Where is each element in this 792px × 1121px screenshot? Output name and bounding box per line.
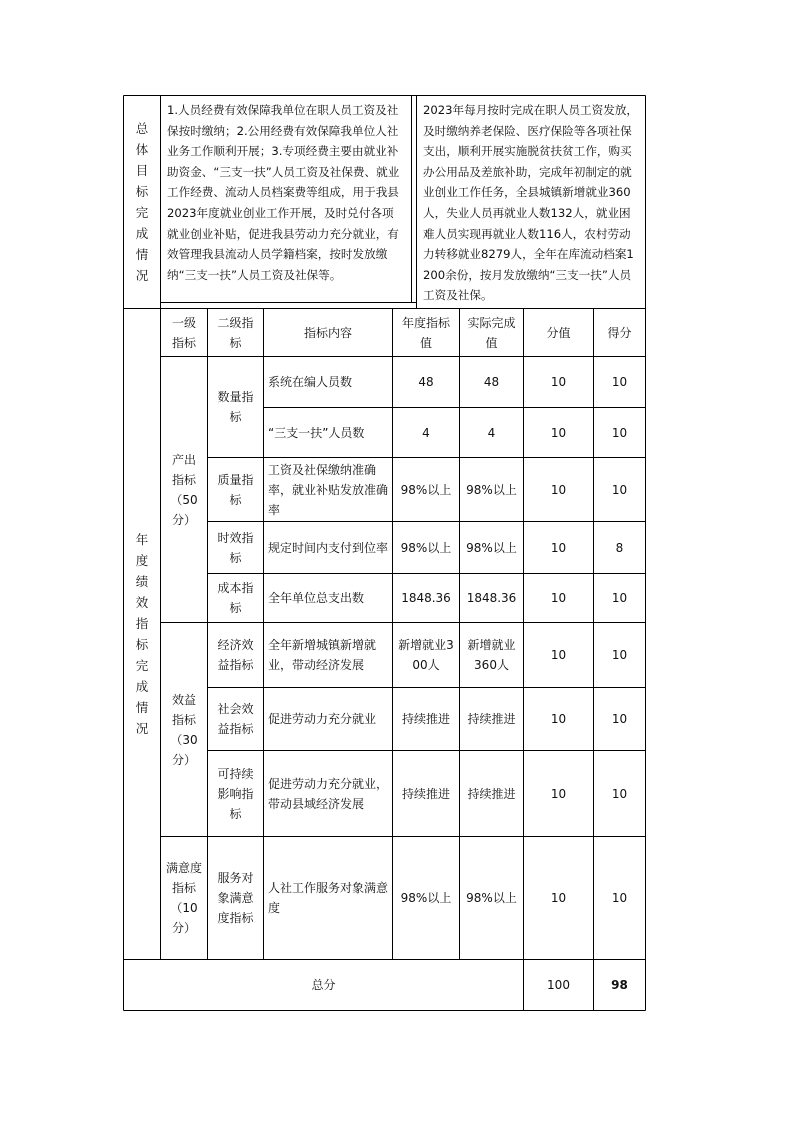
- row-8-content: [264, 837, 392, 959]
- row-3-actual-text: 98%以上: [466, 540, 517, 555]
- group-output: [161, 357, 207, 622]
- row-8-actual-text: 98%以上: [466, 891, 517, 905]
- total-got: [594, 960, 645, 1010]
- row-8-score: [524, 837, 593, 959]
- row-6-content-text: 促进劳动力充分就业: [268, 712, 377, 726]
- row-5-got-text: 10: [611, 648, 628, 662]
- row-7-got: [594, 751, 645, 836]
- row-7-score: [524, 751, 593, 836]
- header-target-text: 年度指标值: [401, 315, 450, 350]
- header-level2-text: 二级指标: [217, 315, 254, 350]
- summary-planned-text: 1.人员经费有效保障我单位在职人员工资及社保按时缴纳；2.公用经费有效保障我单位人社业务工作顺利开展；3.专项经费主要由就业补助资金、“三支一扶”人员工资及社保费、就业工作经费、流动人员档案费等组成，用于我县2023年度就业创业工作开展，及时兑付各项就业创业补贴，促进我县劳动力充分就业，有效管理我县流动人员学籍档案，按时发放缴纳“三支一扶”人员工资及社保等。: [167, 103, 400, 282]
- row-7-target-text: 持续推进: [401, 786, 450, 801]
- row-4-got-text: 10: [611, 591, 628, 605]
- summary-actual: [417, 96, 645, 308]
- row-4-score-text: 10: [550, 591, 567, 605]
- row-3-target: [393, 522, 459, 573]
- row-7-got-text: 10: [611, 786, 628, 801]
- row-0-got: [594, 357, 645, 407]
- group-benefit: [161, 623, 207, 836]
- row-1-actual-text: 4: [487, 425, 496, 440]
- row-3-got-text: 8: [615, 540, 624, 555]
- row-3-got: [594, 522, 645, 573]
- subgroup-sustainable-text: 可持续影响指标: [217, 766, 254, 821]
- row-0-actual: [460, 357, 523, 407]
- subgroup-sustainable: [208, 751, 263, 836]
- row-6-content: [264, 688, 392, 750]
- subgroup-cost-text: 成本指标: [217, 581, 254, 615]
- total-score-text: 100: [547, 978, 570, 992]
- row-1-content-text: “三支一扶”人员数: [268, 425, 365, 440]
- row-6-got: [594, 688, 645, 750]
- subgroup-social-text: 社会效益指标: [217, 702, 254, 736]
- row-0-score-text: 10: [550, 375, 567, 389]
- subgroup-social: [208, 688, 263, 750]
- header-score: [524, 309, 593, 356]
- row-2-got-text: 10: [611, 482, 628, 497]
- row-8-content-text: 人社工作服务对象满意度: [268, 881, 389, 915]
- row-0-score: [524, 357, 593, 407]
- summary-actual-text: 2023年每月按时完成在职人员工资发放，及时缴纳养老保险、医疗保险等各项社保支出，顺利开展实施脱贫扶贫工作，购买办公用品及差旅补助，完成年初制定的就业创业工作任务，全县城镇新增就业360人，失业人员再就业人数132人，就业困难人员实现再就业人数116人，农村劳动力转移就业8279人，全年在库流动档案1200余份，按月发放缴纳“三支一扶”人员工资及社保。: [423, 103, 639, 303]
- row-0-content-text: 系统在编人员数: [268, 375, 353, 389]
- row-1-actual: [460, 408, 523, 457]
- row-6-target: [393, 688, 459, 750]
- row-4-content-text: 全年单位总支出数: [268, 591, 365, 605]
- row-4-content: [264, 574, 392, 622]
- indicators-section-label-text: 年度绩效指标完成情况: [135, 532, 149, 736]
- total-got-text: 98: [611, 978, 628, 992]
- summary-label: [126, 96, 158, 308]
- row-5-score-text: 10: [550, 648, 567, 662]
- row-8-got: [594, 837, 645, 959]
- header-got: [594, 309, 645, 356]
- header-got-text: 得分: [607, 325, 632, 340]
- header-target: [393, 309, 459, 356]
- row-2-target-text: 98%以上: [400, 482, 452, 497]
- row-3-actual: [460, 522, 523, 573]
- header-actual-text: 实际完成值: [467, 315, 516, 350]
- subgroup-quantity: [208, 357, 263, 457]
- group-satisfaction: [161, 837, 207, 959]
- row-7-score-text: 10: [550, 786, 567, 801]
- row-3-content: [264, 522, 392, 573]
- row-1-score-text: 10: [550, 425, 567, 440]
- subgroup-cost: [208, 574, 263, 622]
- group-output-text: 产出指标（50分）: [170, 452, 198, 527]
- row-1-content: [264, 408, 392, 457]
- row-6-score: [524, 688, 593, 750]
- row-0-got-text: 10: [611, 375, 628, 389]
- indicators-section-label: [126, 309, 158, 959]
- row-8-got-text: 10: [611, 891, 628, 905]
- subgroup-service-satisfaction-text: 服务对象满意度指标: [217, 871, 254, 925]
- row-3-score: [524, 522, 593, 573]
- row-8-score-text: 10: [550, 891, 567, 905]
- group-satisfaction-text: 满意度指标（10分）: [166, 861, 203, 935]
- subgroup-economic-text: 经济效益指标: [217, 638, 254, 672]
- row-6-target-text: 持续推进: [401, 712, 450, 726]
- row-4-score: [524, 574, 593, 622]
- total-label-text: 总分: [311, 978, 336, 992]
- row-5-got: [594, 623, 645, 687]
- subgroup-economic: [208, 623, 263, 687]
- row-2-got: [594, 458, 645, 521]
- row-4-target: [393, 574, 459, 622]
- row-5-content: [264, 623, 392, 687]
- row-1-score: [524, 408, 593, 457]
- row-3-content-text: 规定时间内支付到位率: [268, 540, 389, 555]
- row-8-actual: [460, 837, 523, 959]
- subgroup-service-satisfaction: [208, 837, 263, 959]
- subgroup-timeliness-text: 时效指标: [217, 530, 254, 565]
- subgroup-quality: [208, 458, 263, 521]
- row-7-content-text: 促进劳动力充分就业，带动县域经济发展: [268, 776, 389, 811]
- row-0-actual-text: 48: [483, 375, 500, 389]
- row-0-target-text: 48: [418, 375, 434, 389]
- row-1-target: [393, 408, 459, 457]
- row-7-target: [393, 751, 459, 836]
- row-4-target-text: 1848.36: [401, 591, 451, 605]
- row-2-score: [524, 458, 593, 521]
- row-7-content: [264, 751, 392, 836]
- row-4-actual-text: 1848.36: [466, 591, 517, 605]
- row-5-actual-text: 新增就业360人: [467, 638, 516, 672]
- row-6-got-text: 10: [611, 712, 628, 726]
- header-content: [264, 309, 392, 356]
- row-2-actual: [460, 458, 523, 521]
- header-actual: [460, 309, 523, 356]
- header-score-text: 分值: [546, 325, 571, 340]
- row-5-actual: [460, 623, 523, 687]
- group-benefit-text: 效益指标（30分）: [170, 692, 198, 767]
- row-7-actual-text: 持续推进: [467, 786, 516, 801]
- row-2-content: [264, 458, 392, 521]
- header-level1-text: 一级指标: [171, 315, 196, 350]
- row-5-target: [393, 623, 459, 687]
- row-1-got: [594, 408, 645, 457]
- summary-planned: [161, 96, 411, 302]
- row-7-actual: [460, 751, 523, 836]
- summary-label-text: 总体目标完成情况: [135, 121, 149, 283]
- row-2-actual-text: 98%以上: [466, 482, 517, 497]
- header-level1: [161, 309, 207, 356]
- total-score: [524, 960, 593, 1010]
- subgroup-timeliness: [208, 522, 263, 573]
- row-6-score-text: 10: [550, 712, 567, 726]
- row-6-actual: [460, 688, 523, 750]
- row-1-got-text: 10: [611, 425, 628, 440]
- row-1-target-text: 4: [422, 425, 430, 440]
- row-6-actual-text: 持续推进: [467, 712, 516, 726]
- total-label: [124, 960, 523, 1010]
- row-2-content-text: 工资及社保缴纳准确率，就业补贴发放准确率: [268, 462, 389, 517]
- subgroup-quality-text: 质量指标: [217, 472, 254, 507]
- header-level2: [208, 309, 263, 356]
- row-0-content: [264, 357, 392, 407]
- row-2-score-text: 10: [550, 482, 567, 497]
- subgroup-quantity-text: 数量指标: [217, 390, 254, 424]
- row-5-content-text: 全年新增城镇新增就业，带动经济发展: [268, 638, 377, 672]
- row-4-actual: [460, 574, 523, 622]
- row-4-got: [594, 574, 645, 622]
- row-2-target: [393, 458, 459, 521]
- row-3-target-text: 98%以上: [400, 540, 452, 555]
- row-3-score-text: 10: [550, 540, 567, 555]
- header-content-text: 指标内容: [303, 325, 352, 340]
- row-0-target: [393, 357, 459, 407]
- row-8-target: [393, 837, 459, 959]
- row-5-score: [524, 623, 593, 687]
- row-8-target-text: 98%以上: [400, 891, 452, 905]
- row-5-target-text: 新增就业300人: [398, 638, 454, 672]
